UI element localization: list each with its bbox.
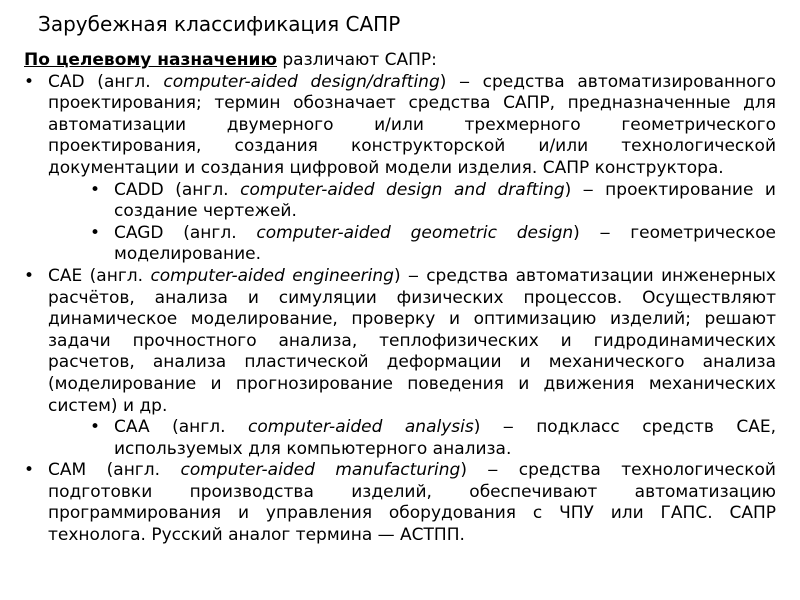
intro-line — [24, 50, 776, 72]
item-english: computer-aided design/drafting — [163, 71, 440, 92]
item-term: CAGD — [114, 222, 164, 243]
item-description: ) ‒ проектирование и создание чертежей. — [114, 179, 776, 222]
item-description: ) ‒ геометрическое моделирование. — [114, 222, 776, 265]
item-term: CAM — [48, 460, 87, 481]
bullet-icon: • — [90, 179, 101, 200]
list-item-cad — [24, 72, 776, 266]
sublist-cae — [48, 417, 776, 460]
item-pre: (англ. — [82, 265, 151, 286]
item-pre: (англ. — [163, 222, 257, 243]
item-english: computer-aided engineering — [150, 265, 394, 286]
intro-rest: различают САПР: — [276, 50, 437, 70]
sublist-item-caa — [90, 417, 776, 460]
item-description: ) ‒ средства автоматизированного проектирования; термин обозначает средства САПР, предназначенные для автоматизации двумерного и/или трехмерного геометрического проектирования, создания конструкторской и/или технологической документации и создания цифровой модели изделия. САПР конструктора. — [48, 71, 776, 178]
item-description: ) ‒ средства автоматизации инженерных расчётов, анализа и симуляции физических процессов. Осуществляют динамическое моделирование, проверку и оптимизацию изделий; решают задачи прочностного анализа, теплофизических и гидродинамических расчетов, анализа пластической деформации и механического анализа (моделирование и прогнозирование поведения и движения механических систем) и др. — [48, 265, 776, 416]
item-term: CAE — [48, 265, 83, 286]
bullet-icon: • — [90, 417, 101, 438]
item-term: CAA — [114, 417, 150, 438]
list-item-cam — [24, 460, 776, 546]
item-description: ) ‒ подкласс средств CAE, используемых для компьютерного анализа. — [114, 417, 776, 459]
item-pre: (англ. — [149, 417, 248, 438]
item-pre: (англ. — [84, 71, 164, 92]
slide-content — [24, 50, 776, 547]
item-description: ) ‒ средства технологической подготовки производства изделий, обеспечивают автоматизацию программирования и управления оборудования с ЧПУ или ГАПС. САПР технолога. Русский аналог термина — АСТПП. — [48, 460, 776, 546]
bullet-icon: • — [90, 222, 101, 243]
classification-list — [24, 72, 776, 547]
sublist-item-cadd — [90, 180, 776, 223]
slide-title: Зарубежная классификация САПР — [38, 12, 401, 36]
item-term: CAD — [48, 71, 85, 92]
sublist-item-cagd — [90, 223, 776, 266]
item-term: CADD — [114, 179, 164, 200]
item-pre: (англ. — [163, 179, 241, 200]
item-english: computer-aided geometric design — [256, 222, 574, 243]
bullet-icon: • — [24, 71, 35, 92]
bullet-icon: • — [24, 460, 35, 481]
item-english: computer-aided analysis — [248, 417, 474, 438]
intro-underlined: По целевому назначению — [24, 50, 277, 70]
item-pre: (англ. — [86, 460, 181, 481]
item-english: computer-aided design and drafting — [240, 179, 565, 200]
bullet-icon: • — [24, 265, 35, 286]
sublist-cad — [48, 180, 776, 266]
list-item-cae — [24, 266, 776, 460]
item-english: computer-aided manufacturing — [180, 460, 461, 481]
